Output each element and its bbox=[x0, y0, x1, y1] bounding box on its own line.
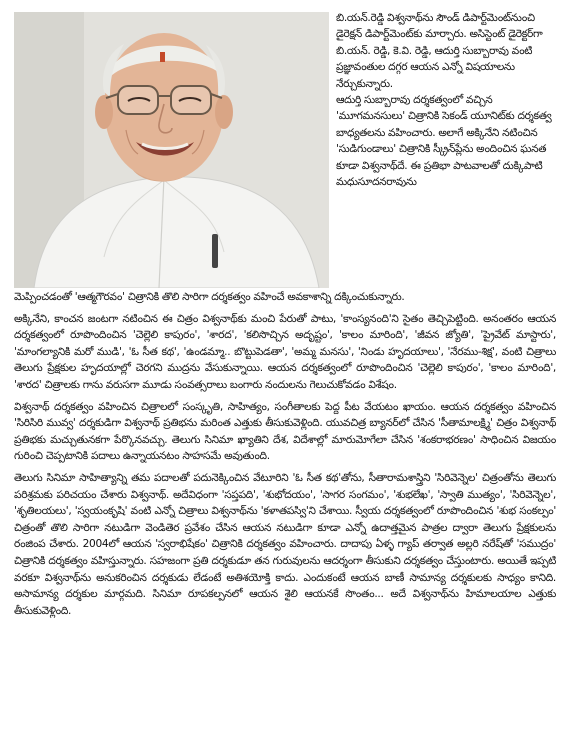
side-column bbox=[336, 10, 558, 190]
body-paragraph: విశ్వనాథ్ దర్శకత్వం వహించిన చిత్రాలలో సంస్కృతి, సాహిత్యం, సంగీతాలకు పెద్ద పీట వేయటం ఖాయం. ఆయన దర్శకత్వం వహించిన 'సిరిసిరి మువ్వ' దర్శకుడిగా విశ్వనాథ్ ప్రతిభను మరింత ఎత్తుకు తీసుకువెళ్లింది. యువచిత్ర బ్యానర్‌లో చేసిన 'సీతామాలక్ష్మి' చిత్రం విశ్వనాథ్ ప్రతిభకు మచ్చుతునకగా పేర్కొనవచ్చు. తెలుగు సినిమా ఖ్యాతిని దేశ, విదేశాల్లో మారుమోగేలా చేసిన 'శంకరాభరణం' సాధించిన విజయం గురించి చెప్పటానికి పదాలు ఉన్నాయనటం సాహసమే అవుతుంది. bbox=[14, 400, 556, 463]
body-paragraph: అక్కినేని, కాంచన జంటగా నటించిన ఈ చిత్రం విశ్వనాథ్‌కు మంచి పేరుతో పాటు, 'కాంస్యనంది'ని సైతం తెచ్చిపెట్టింది. అనంతరం ఆయన దర్శకత్వంలో రూపొందించిన 'చెల్లెలి కాపురం', 'శారద', 'కలిసొచ్చిన అదృష్టం', 'కాలం మారింది', 'జీవన జ్యోతి', 'ప్రైవేట్ మాస్టారు', 'మాంగల్యానికి మరో ముడి', 'ఓ సీత కథ', 'ఉండమ్మా.. బొట్టుపెడతా', 'అమ్మ మనసు', 'నిండు హృదయాలు', 'నేరము-శిక్ష', వంటి చిత్రాలు తెలుగు ప్రేక్షకుల హృదయాల్లో చెరగని ముద్రను వేసుకున్నాయి. ఆయన దర్శకత్వంలో రూపొందించిన 'చెల్లెలి కాపురం', 'కాలం మారింది', 'శారద' చిత్రాలకు గాను వరుసగా మూడు సంవత్సరాలు బంగారు నందులను గెలుచుకోవడం విశేషం. bbox=[14, 312, 556, 391]
main-column bbox=[14, 289, 556, 624]
portrait-photo bbox=[14, 12, 329, 288]
body-paragraph: తెలుగు సినిమా సాహిత్యాన్ని తమ పదాలతో పదునెక్కించిన వేటూరిని 'ఓ సీత కథ'తోను, సీతారామశాస్త్రిని 'సిరివెన్నెల' చిత్రంతోను తెలుగు పరిశ్రమకు పరిచయం చేశారు విశ్వనాథ్. అదేవిధంగా 'సప్తపది', 'శుభోదయం', 'సాగర సంగమం', 'శుభలేఖ', 'స్వాతి ముత్యం', 'సిరివెన్నెల', 'శృతిలయలు', 'స్వయంకృషి' వంటి ఎన్నో చిత్రాలు విశ్వనాథ్‌ను 'కళాతపస్వి'ని చేశాయి. స్వీయ దర్శకత్వంలో రూపొందించిన 'శుభ సంకల్పం' చిత్రంతో తొలి సారిగా నటుడిగా వెండితెర ప్రవేశం చేసిన ఆయన నటుడిగా కూడా ఎన్నో ఉదాత్తమైన పాత్రల ద్వారా తెలుగు ప్రేక్షకులను రంజింప చేశారు. 2004లో ఆయన 'స్వరాభిషేకం' చిత్రానికి దర్శకత్వం వహించారు. దాదాపు ఏళ్ళ గ్యాప్ తర్వాత అల్లరి నరేష్‌తో 'సముద్రం' చిత్రానికి దర్శకత్వం వహిస్తున్నారు. సహజంగా ప్రతి దర్శకుడూ తన గురువులను ఆదర్శంగా తీసుకుని దర్శకత్వం చేస్తుంటారు. అయితే ఇప్పటి వరకూ విశ్వనాథ్‌ను అనుకరించిన దర్శకుడు లేడంటే అతిశయోక్తి కాదు. ఎందుకంటే ఆయన బాణీ సామాన్య దర్శకులకు సాధ్యం కానిది. అసామాన్య దర్శకుల మార్గమది. సినిమా రూపకల్పనలో ఆయన శైలి ఆయనకే సొంతం... అదే విశ్వనాథ్‌ను హిమాలయాల ఎత్తుకు తీసుకువెళ్లింది. bbox=[14, 471, 557, 617]
portrait-illustration bbox=[14, 12, 329, 288]
body-paragraph: మెప్పించడంతో 'ఆత్మగౌరవం' చిత్రానికి తొలి సారిగా దర్శకత్వం వహించే అవకాశాన్ని దక్కించుకున్నారు. bbox=[14, 291, 405, 303]
side-paragraph: ఆదుర్తి సుబ్బారావు దర్శకత్వంలో వచ్చిన 'మూగమనసులు' చిత్రానికి సెకండ్ యూనిట్‌కు దర్శకత్వ బాధ్యతలను వహించారు. అలాగే అక్కినేని నటించిన 'సుడిగుండాలు' చిత్రానికి స్క్రీన్‌ప్లేను అందించిన ఘనత కూడా విశ్వనాథ్‌దే. ఈ ప్రతిభా పాటవాలతో దుక్కిపాటి మధుసూదనరావును bbox=[336, 94, 552, 189]
side-paragraph: బి.యన్.రెడ్డి విశ్వనాథ్‌ను సౌండ్ డిపార్ట్‌మెంట్‌నుంచి డైరెక్షన్ డిపార్ట్‌మెంట్‌కు మార్చారు. అసిస్టెంట్ డైరెక్టర్‌గా బి.యన్. రెడ్డి, కె.వి. రెడ్డి, ఆదుర్తి సుబ్బారావు వంటి ప్రజ్ఞావంతుల దగ్గర ఆయన ఎన్నో విషయాలను నేర్చుకున్నారు. bbox=[336, 12, 543, 90]
